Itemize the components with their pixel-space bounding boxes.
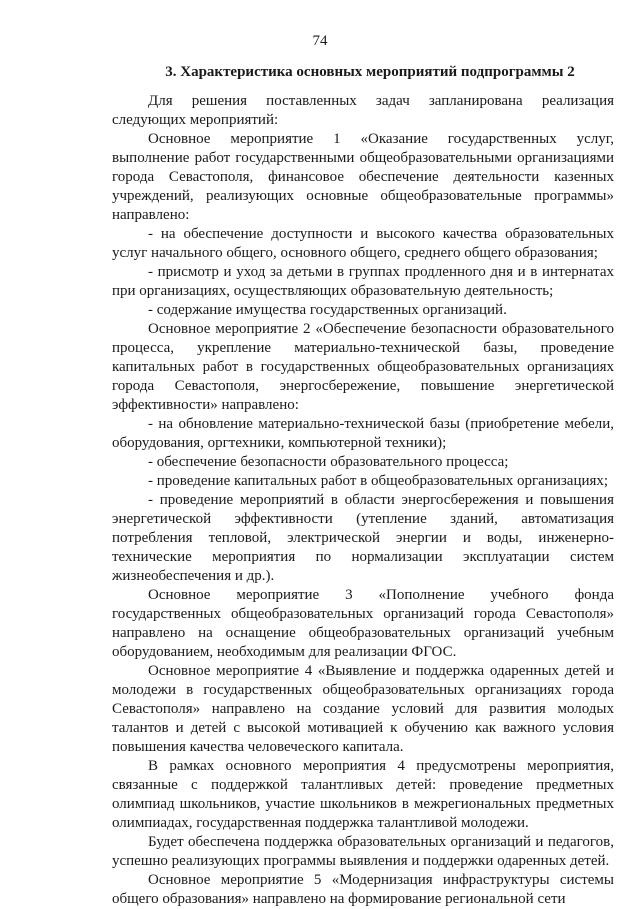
paragraph: В рамках основного мероприятия 4 предусмотрены мероприятия, связанные с поддержкой талантливых детей: проведение предметных олимпиад школьников, участие школьников в межрегиональных предметных олимпиадах, государственная поддержка талантливой молодежи. [112,758,614,831]
list-item: - обеспечение безопасности образовательного процесса; [148,454,509,470]
paragraph: Будет обеспечена поддержка образовательных организаций и педагогов, успешно реализующих программы выявления и поддержки одаренных детей. [112,834,614,869]
paragraph: Основное мероприятие 4 «Выявление и поддержка одаренных детей и молодежи в государственных общеобразовательных организациях города Севастополя» направлено на создание условий для развития молодых талантов и детей с высокой мотивацией к обучению как важного условия повышения качества человеческого капитала. [112,663,614,755]
paragraph: Основное мероприятие 3 «Пополнение учебного фонда государственных общеобразовательных организаций города Севастополя» направлено на оснащение общеобразовательных организаций учебным оборудованием, необходимым для реализации ФГОС. [112,587,614,660]
list-item: - на обеспечение доступности и высокого качества образовательных услуг начального общего, основного общего, среднего общего образования; [112,226,614,261]
paragraph: Основное мероприятие 2 «Обеспечение безопасности образовательного процесса, укрепление материально-технической базы, проведение капитальных работ в государственных общеобразовательных организациях города Севастополя, энергосбережение, повышение энергетической эффективности» направлено: [112,321,614,413]
section-heading: 3. Характеристика основных мероприятий подпрограммы 2 [165,64,575,80]
list-item: - проведение капитальных работ в общеобразовательных организациях; [148,473,609,489]
paragraph: Основное мероприятие 5 «Модернизация инфраструктуры системы общего образования» направлено на формирование региональной сети [112,872,614,907]
list-item: - на обновление материально-технической базы (приобретение мебели, оборудования, оргтехники, компьютерной техники); [112,416,614,451]
list-item: - присмотр и уход за детьми в группах продленного дня и в интернатах при организациях, осуществляющих образовательную деятельность; [112,264,614,299]
list-item: - содержание имущества государственных организаций. [148,302,507,318]
document-body [112,92,614,909]
list-item: - проведение мероприятий в области энергосбережения и повышения энергетической эффективности (утепление зданий, автоматизация потребления тепловой, электрической энергии и воды, инженерно-технические мероприятия по нормализации эксплуатации систем жизнеобеспечения и др.). [112,492,614,584]
paragraph: Основное мероприятие 1 «Оказание государственных услуг, выполнение работ государственными общеобразовательными организациями города Севастополя, финансовое обеспечение деятельности казенных учреждений, реализующих основные общеобразовательные программы» направлено: [112,131,614,223]
paragraph: Для решения поставленных задач запланирована реализация следующих мероприятий: [112,93,614,128]
page-number: 74 [312,33,328,49]
